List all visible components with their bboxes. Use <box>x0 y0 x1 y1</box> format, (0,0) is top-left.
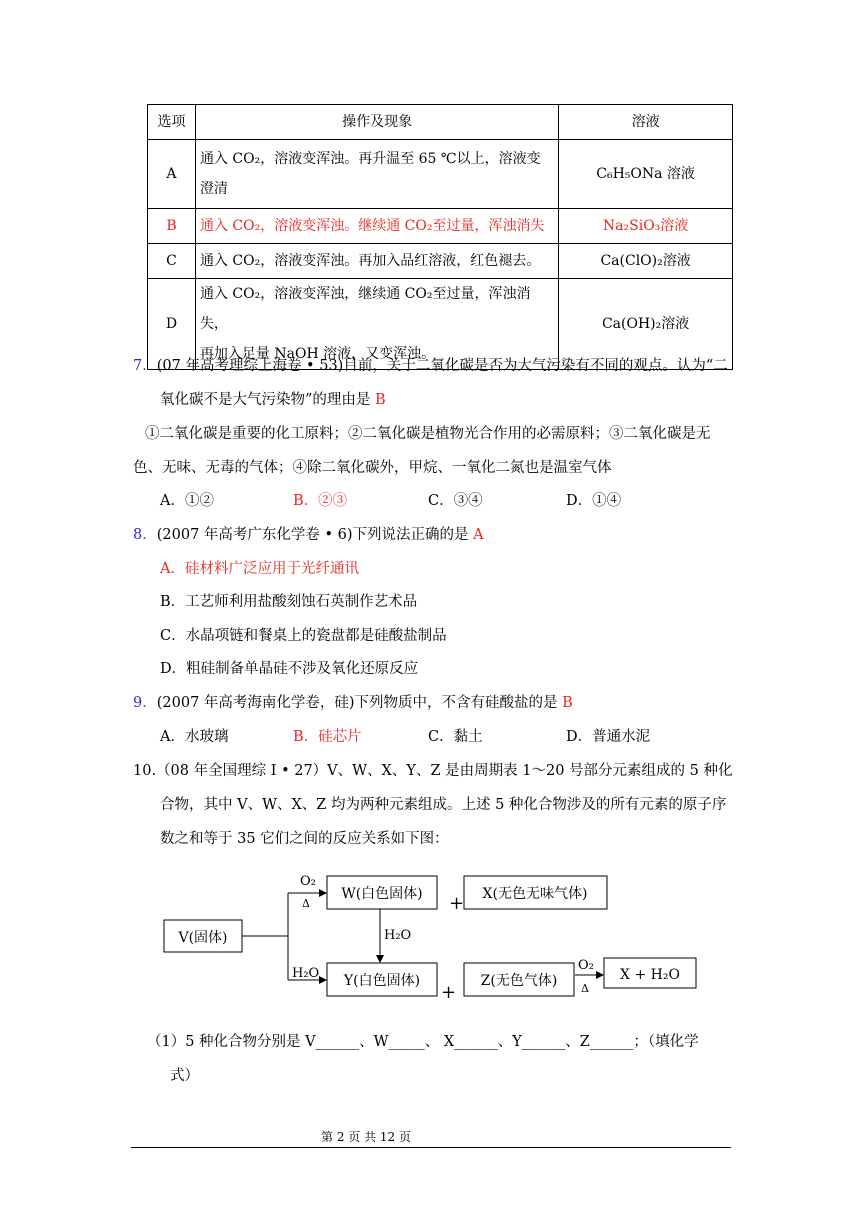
q7-text: (07 年高考理综上海卷 • 53)目前，关于二氧化碳是否为大气污染有不同的观点。认为“二 <box>156 358 728 374</box>
row-operation: 通入 CO₂，溶液变浑浊。再加入品红溶液，红色褪去。 <box>195 244 558 279</box>
q7-stem1: ①二氧化碳是重要的化工原料；②二氧化碳是植物光合作用的必需原料；③二氧化碳是无 <box>145 426 711 442</box>
q10-sub2: 式） <box>170 1068 199 1084</box>
label-o2-top: O₂ <box>300 874 316 889</box>
q9-option-b: B．硅芯片 <box>293 729 362 745</box>
q8-option-d: D．粗硅制备单晶硅不涉及氧化还原反应 <box>160 661 419 677</box>
label-o2-right: O₂ <box>578 958 594 973</box>
q7-number: 7． <box>133 358 157 374</box>
q8-option-c: C．水晶项链和餐桌上的瓷盘都是硅酸盐制品 <box>160 628 447 644</box>
q7-option-b: B．②③ <box>293 493 348 509</box>
q9-text: (2007 年高考海南化学卷，硅)下列物质中，不含有硅酸盐的是 <box>156 695 563 711</box>
q9-option-d: D．普通水泥 <box>566 729 651 745</box>
label-h2o-mid: H₂O <box>384 928 412 943</box>
label-delta-top: Δ <box>302 897 310 910</box>
q10-sub1: （1）5 种化合物分别是 V______、W_____、 X______、Y______、Z______；（填化学 <box>147 1034 699 1050</box>
q10-line1: 10.（08 年全国理综 I • 27）V、W、X、Y、Z 是由周期表 1～20 号部分元素组成的 5 种化 <box>133 763 733 779</box>
header-operation: 操作及现象 <box>195 105 558 140</box>
header-option: 选项 <box>148 105 196 140</box>
q9-answer: B <box>562 695 573 711</box>
label-delta-right: Δ <box>581 982 589 995</box>
row-option: D <box>148 279 196 370</box>
q9-number: 9． <box>133 695 157 711</box>
row-option: A <box>148 140 196 209</box>
row-operation-line: 再加入足量 NaOH 溶液，又变浑浊。 <box>199 346 436 362</box>
q7-option-d: D．①④ <box>566 493 622 509</box>
row-option: B <box>148 209 196 244</box>
q8-text: (2007 年高考广东化学卷 • 6)下列说法正确的是 <box>156 527 474 543</box>
plus-sign: + <box>441 982 457 1003</box>
q8-number: 8． <box>133 527 157 543</box>
q9-option-c: C．黏土 <box>428 729 483 745</box>
q7-text2: 氧化碳不是大气污染物”的理由是 <box>160 392 376 408</box>
q10-line3: 数之和等于 35 它们之间的反应关系如下图： <box>160 831 449 847</box>
label-h2o-low: H₂O <box>292 966 320 981</box>
row-operation-line: 通入 CO₂，溶液变浑浊，继续通 CO₂至过量，浑浊消失， <box>199 286 531 332</box>
row-solution: Na₂SiO₃溶液 <box>559 209 733 244</box>
label-x: X(无色无味气体) <box>482 886 588 902</box>
header-solution: 溶液 <box>559 105 733 140</box>
q8-option-b: B．工艺师利用盐酸刻蚀石英制作艺术品 <box>160 594 418 610</box>
footer-rule <box>131 1147 731 1148</box>
q7-answer: B <box>375 392 386 408</box>
q7-option-c: C．③④ <box>428 493 483 509</box>
label-v: V(固体) <box>178 930 228 946</box>
row-solution: C₆H₅ONa 溶液 <box>559 140 733 209</box>
q7-option-a: A．①② <box>160 493 214 509</box>
page-number: 第 2 页 共 12 页 <box>321 1130 411 1144</box>
q8-answer: A <box>473 527 484 543</box>
plus-sign: + <box>449 893 465 914</box>
q8-option-a: A．硅材料广泛应用于光纤通讯 <box>160 561 359 577</box>
q7-stem2: 色、无味、无毒的气体；④除二氧化碳外，甲烷、一氧化二氮也是温室气体 <box>133 460 612 476</box>
row-operation-line: 澄清 <box>199 181 228 197</box>
row-option: C <box>148 244 196 279</box>
label-w: W(白色固体) <box>341 886 423 902</box>
page-footer <box>0 1128 860 1145</box>
q9-option-a: A．水玻璃 <box>160 729 229 745</box>
label-z: Z(无色气体) <box>480 973 558 989</box>
row-solution: Ca(ClO)₂溶液 <box>559 244 733 279</box>
row-operation: 通入 CO₂，溶液变浑浊。继续通 CO₂至过量，浑浊消失 <box>195 209 558 244</box>
q10-line2: 合物，其中 V、W、X、Z 均为两种元素组成。上述 5 种化合物涉及的所有元素的原子序 <box>160 797 727 813</box>
label-y: Y(白色固体) <box>343 973 421 989</box>
row-solution: Ca(OH)₂溶液 <box>559 279 733 370</box>
label-product: X + H₂O <box>620 967 680 983</box>
row-operation-line: 通入 CO₂，溶液变浑浊。再升温至 65 ℃以上，溶液变 <box>199 151 541 167</box>
